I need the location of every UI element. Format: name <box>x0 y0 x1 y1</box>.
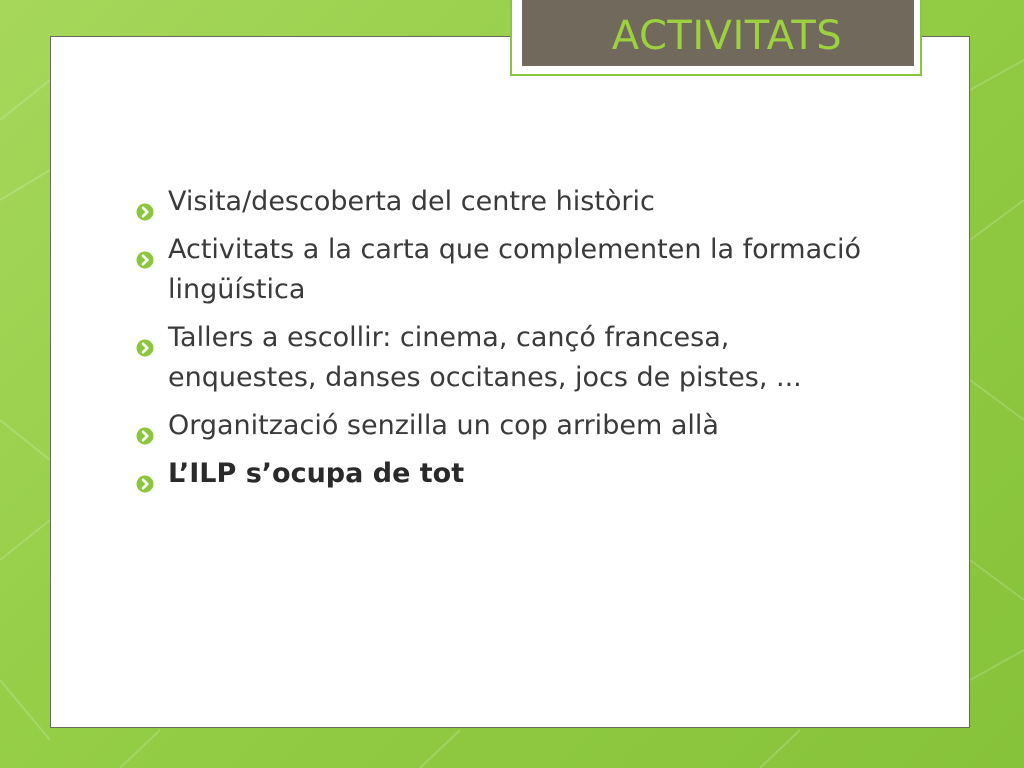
bullet-text: Organització senzilla un cop arribem allà <box>168 410 719 441</box>
chevron-circle-right-icon <box>136 465 154 483</box>
slide-title: ACTIVITATS <box>611 13 843 59</box>
bullet-item <box>134 406 874 446</box>
bullet-item <box>134 230 874 310</box>
chevron-circle-right-icon <box>136 329 154 347</box>
bullet-text: Visita/descoberta del centre històric <box>168 186 655 217</box>
chevron-circle-right-icon <box>136 417 154 435</box>
bullet-text: Activitats a la carta que complementen la formació lingüística <box>168 234 862 305</box>
bullet-text: Tallers a escollir: cinema, cançó francesa, enquestes, danses occitanes, jocs de pistes, ... <box>168 322 802 393</box>
bullet-text: L’ILP s’ocupa de tot <box>168 458 465 489</box>
bullet-list <box>134 182 874 502</box>
chevron-circle-right-icon <box>136 241 154 259</box>
chevron-circle-right-icon <box>136 193 154 211</box>
bullet-item <box>134 182 874 222</box>
bullet-item <box>134 454 874 494</box>
bullet-item <box>134 318 874 398</box>
title-box <box>522 0 914 66</box>
